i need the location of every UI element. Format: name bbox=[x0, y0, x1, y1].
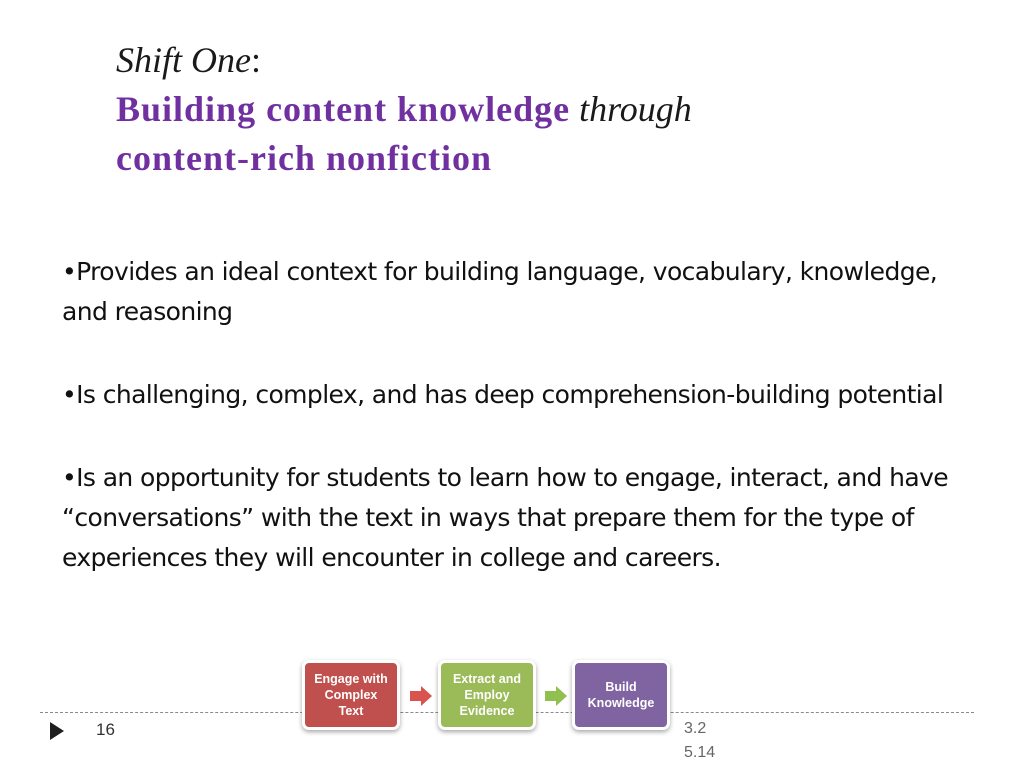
title-shift-label: Shift One bbox=[116, 40, 251, 80]
title-bold-part: Building content knowledge bbox=[116, 89, 571, 129]
bullet-list bbox=[62, 252, 962, 621]
flow-step-build bbox=[572, 660, 670, 730]
title-bold-part-2: content-rich nonfiction bbox=[116, 138, 492, 178]
flow-step-label: Build Knowledge bbox=[587, 680, 655, 710]
flow-arrow-icon bbox=[410, 686, 432, 706]
bullet-item: •Is challenging, complex, and has deep comprehension-building potential bbox=[62, 380, 944, 409]
reference-number-2: 5.14 bbox=[684, 744, 716, 761]
flow-step-label: Engage with Complex Text bbox=[314, 672, 388, 718]
flow-step-engage bbox=[302, 660, 400, 730]
flow-step-label: Extract and Employ Evidence bbox=[452, 672, 522, 718]
flow-arrow-icon bbox=[545, 686, 567, 706]
play-arrow-icon bbox=[50, 722, 64, 740]
flow-arrow-shape bbox=[545, 686, 567, 706]
page-number: 16 bbox=[96, 720, 115, 739]
flow-arrow-shape bbox=[410, 686, 432, 706]
flow-step-extract bbox=[438, 660, 536, 730]
bullet-item: •Provides an ideal context for building language, vocabulary, knowledge, and reasoning bbox=[62, 257, 938, 326]
title-through: through bbox=[579, 89, 692, 129]
slide-title bbox=[116, 36, 916, 183]
reference-number-1: 3.2 bbox=[684, 720, 707, 737]
title-colon: : bbox=[250, 40, 261, 80]
bullet-item: •Is an opportunity for students to learn how to engage, interact, and have “conversations” with the text in ways that prepare them for the type of experiences they will encounter in college and careers. bbox=[62, 463, 949, 572]
